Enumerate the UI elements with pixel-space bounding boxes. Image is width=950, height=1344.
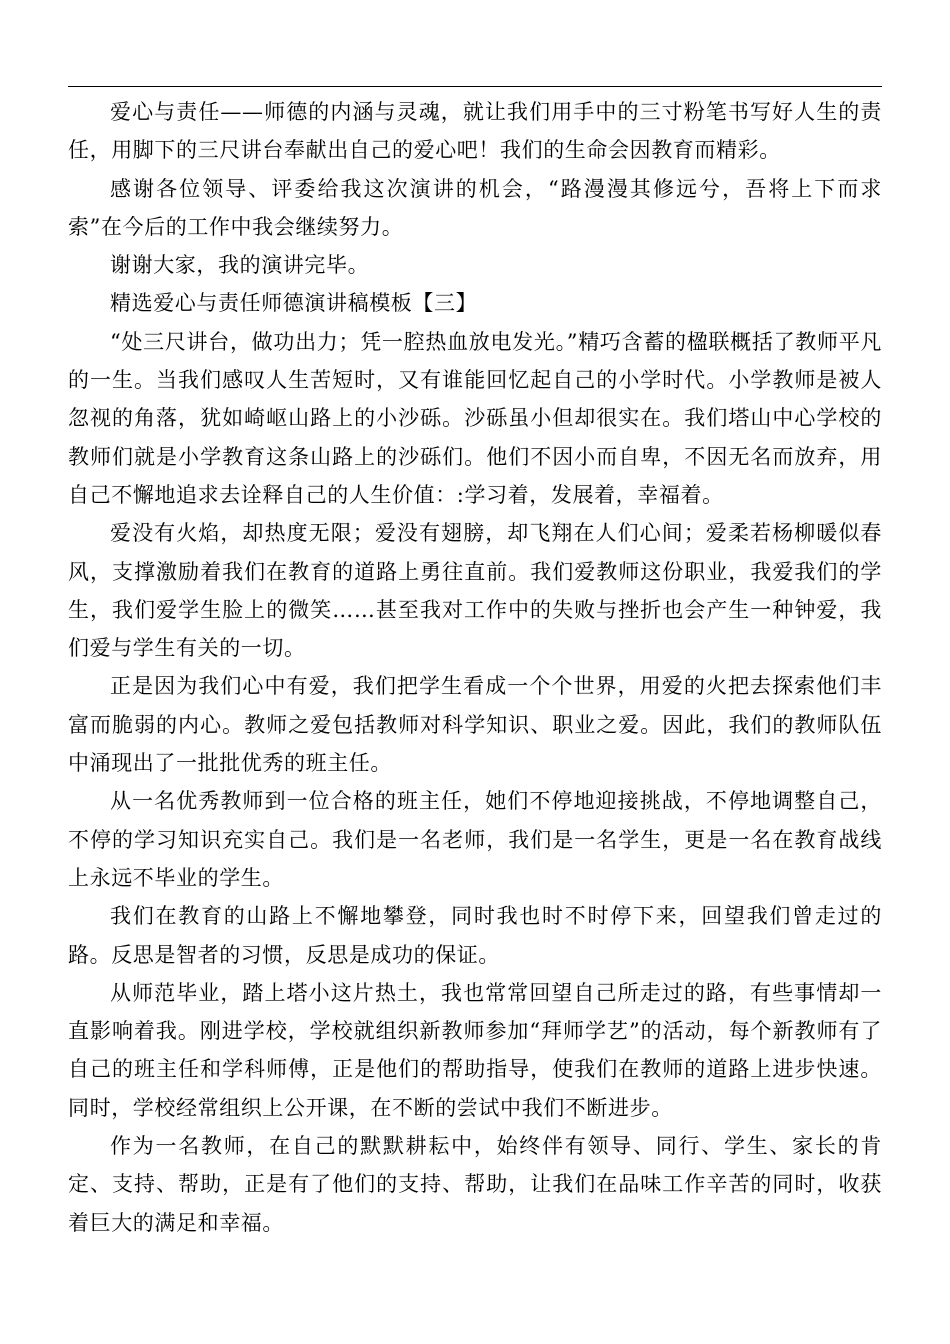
paragraph-couplet-intro: “处三尺讲台，做功出力；凭一腔热血放电发光。”精巧含蓄的楹联概括了教师平凡的一生。当我们感叹人生苦短时，又有谁能回忆起自己的小学时代。小学教师是被人忽视的角落，犹如崎岖山路上的小沙砾。沙砾虽小但却很实在。我们塔山中心学校的教师们就是小学教育这条山路上的沙砾们。他们不因小而自卑，不因无名而放弃，用自己不懈地追求去诠释自己的人生价值：:学习着，发展着，幸福着。	[68, 329, 882, 507]
paragraph-mountain-road: 我们在教育的山路上不懈地攀登，同时我也时不时停下来，回望我们曾走过的路。反思是智者的习惯，反思是成功的保证。	[68, 904, 882, 967]
paragraph-as-a-teacher: 作为一名教师，在自己的默默耕耘中，始终伴有领导、同行、学生、家长的肯定、支持、帮助，正是有了他们的支持、帮助，让我们在品味工作辛苦的同时，收获着巨大的满足和幸福。	[68, 1134, 882, 1235]
paragraph-normal-school: 从师范毕业，踏上塔小这片热土，我也常常回望自己所走过的路，有些事情却一直影响着我。刚进学校，学校就组织新教师参加“拜师学艺”的活动，每个新教师有了自己的班主任和学科师傅，正是他们的帮助指导，使我们在教师的道路上进步快速。同时，学校经常组织上公开课，在不断的尝试中我们不断进步。	[68, 980, 882, 1120]
paragraph-thanks-judges: 感谢各位领导、评委给我这次演讲的机会，“路漫漫其修远兮，吾将上下而求索”在今后的工作中我会继续努力。	[68, 176, 882, 239]
paragraph-closing-love-responsibility: 爱心与责任——师德的内涵与灵魂，就让我们用手中的三寸粉笔书写好人生的责任，用脚下的三尺讲台奉献出自己的爱心吧！我们的生命会因教育而精彩。	[68, 100, 882, 163]
paragraph-speech-end: 谢谢大家，我的演讲完毕。	[110, 253, 370, 278]
header-rule	[68, 86, 882, 87]
paragraph-love-in-heart: 正是因为我们心中有爱，我们把学生看成一个个世界，用爱的火把去探索他们丰富而脆弱的内心。教师之爱包括教师对科学知识、职业之爱。因此，我们的教师队伍中涌现出了一批批优秀的班主任。	[68, 674, 882, 776]
paragraph-love-no-flame: 爱没有火焰，却热度无限；爱没有翅膀，却飞翔在人们心间；爱柔若杨柳暖似春风，支撑激励着我们在教育的道路上勇往直前。我们爱教师这份职业，我爱我们的学生，我们爱学生脸上的微笑……甚至我对工作中的失败与挫折也会产生一种钟爱，我们爱与学生有关的一切。	[68, 521, 882, 661]
paragraph-excellent-teacher: 从一名优秀教师到一位合格的班主任，她们不停地迎接挑战，不停地调整自己，不停的学习知识充实自己。我们是一名老师，我们是一名学生，更是一名在教育战线上永远不毕业的学生。	[68, 789, 882, 890]
document-body	[68, 93, 882, 1242]
section-heading: 精选爱心与责任师德演讲稿模板【三】	[110, 291, 478, 316]
